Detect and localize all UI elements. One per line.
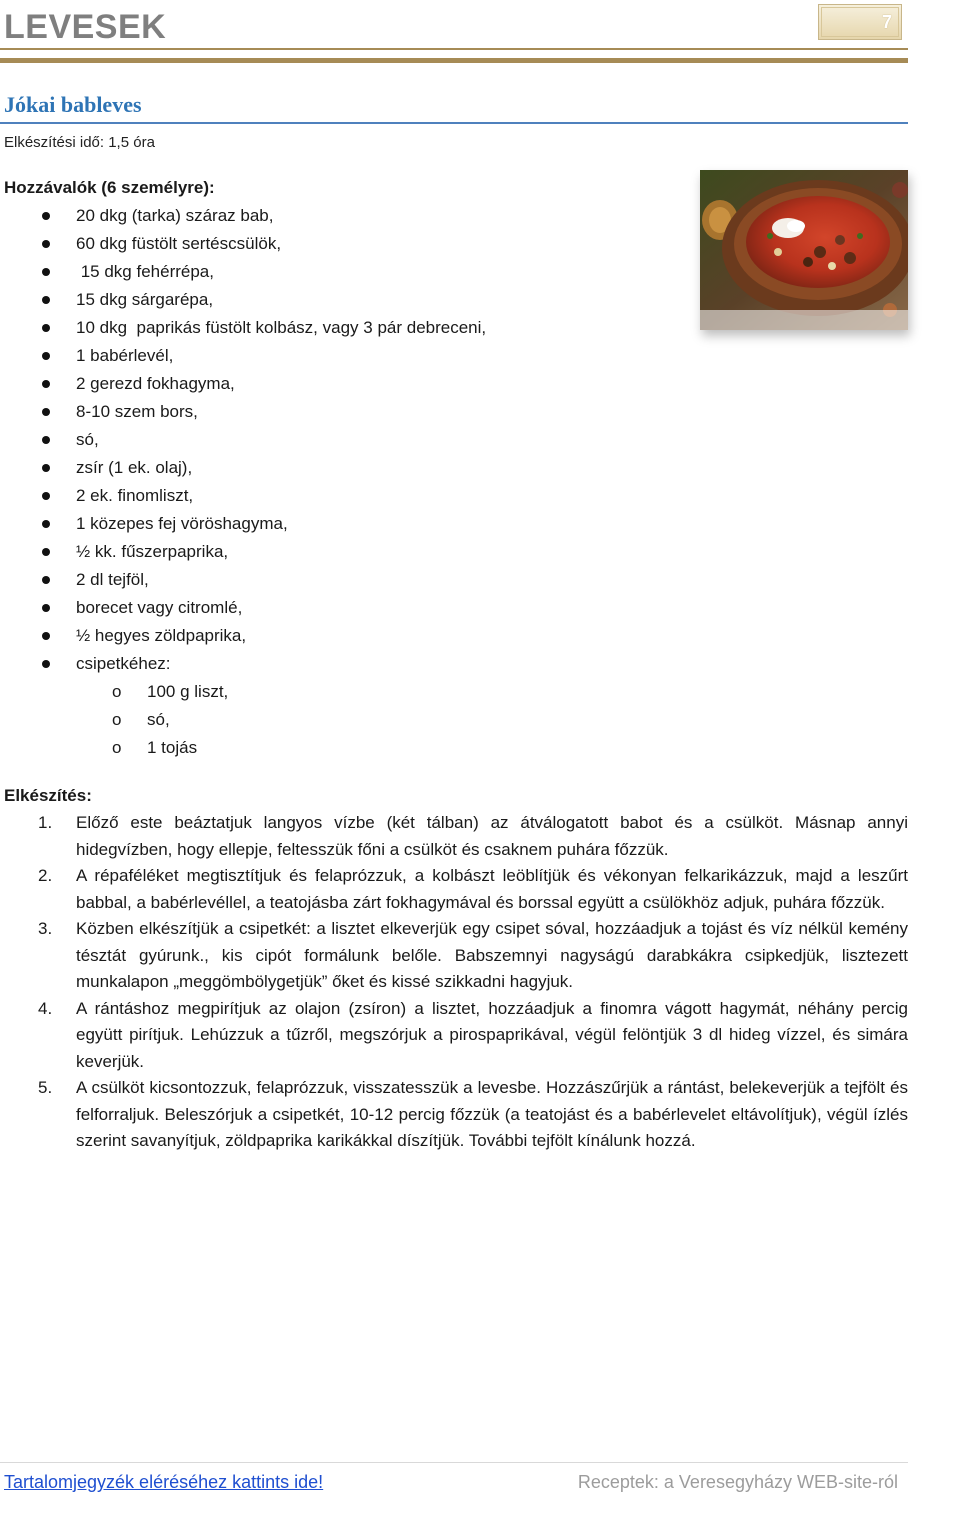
- ingredient-item: 2 dl tejföl,: [0, 566, 486, 594]
- ingredient-item: 10 dkg paprikás füstölt kolbász, vagy 3 pár debreceni,: [0, 314, 486, 342]
- bullet-icon: [42, 324, 50, 332]
- footer-rule: [0, 1462, 908, 1463]
- step-item: [0, 996, 908, 1076]
- step-item: [0, 810, 908, 863]
- bullet-icon: [42, 408, 50, 416]
- page-number-box: [818, 4, 902, 40]
- step-text: A csülköt kicsontozzuk, felaprózzuk, visszatesszük a levesbe. Hozzászűrjük a rántást, belekeverjük a tejfölt és felforraljuk. Beleszórjuk a csipetkét, 10-12 percig főzzük (a teatojást és a babérlevelet eltávolítjuk), végül ízlés szerint savanyítjuk, zöldpaprika karikákkal díszítjük. További tejfölt kínálunk hozzá.: [76, 1078, 908, 1150]
- bullet-icon: [42, 296, 50, 304]
- footer-source: Receptek: a Veresegyházy WEB-site-ról: [577, 1472, 898, 1492]
- bullet-icon: [42, 352, 50, 360]
- title-rule: [0, 122, 908, 124]
- recipe-title: Jókai bableves: [4, 92, 142, 117]
- step-number: 2.: [38, 866, 53, 885]
- ingredient-item: 1 közepes fej vöröshagyma,: [0, 510, 486, 538]
- preparation-heading: Elkészítés:: [4, 786, 92, 805]
- bullet-icon: [42, 548, 50, 556]
- circle-bullet-icon: o: [112, 738, 122, 757]
- step-number: 5.: [38, 1078, 53, 1097]
- header-rule-thick: [0, 58, 908, 63]
- bullet-icon: [42, 464, 50, 472]
- circle-bullet-icon: o: [112, 710, 122, 729]
- sub-ingredient-item: o 100 g liszt,: [112, 682, 229, 701]
- prep-time: Elkészítési idő: 1,5 óra: [4, 134, 155, 151]
- bullet-icon: [42, 212, 50, 220]
- soup-photo: [700, 170, 908, 330]
- ingredient-item: 20 dkg (tarka) száraz bab,: [0, 202, 486, 230]
- ingredient-item: 2 gerezd fokhagyma,: [0, 370, 486, 398]
- ingredient-item: 8-10 szem bors,: [0, 398, 486, 426]
- step-number: 3.: [38, 919, 53, 938]
- ingredient-item: borecet vagy citromlé,: [0, 594, 486, 622]
- step-item: [0, 1075, 908, 1155]
- bullet-icon: [42, 240, 50, 248]
- ingredient-item: 2 ek. finomliszt,: [0, 482, 486, 510]
- step-text: A répaféléket megtisztítjuk és felaprózzuk, a kolbászt leöblítjük és vékonyan felkarikázzuk, majd a leszűrt babbal, a babérlevéllel, a teatojásba zárt fokhagymával és borssal együtt a csülökhöz adjuk, puhára főzzük.: [76, 866, 908, 912]
- sub-ingredient-item: o 1 tojás: [112, 738, 198, 757]
- step-text: A rántáshoz megpirítjuk az olajon (zsíron) a lisztet, hozzáadjuk a finomra vágott hagymát, néhány percig együtt pirítjuk. Lehúzzuk a tűzről, megszórjuk a pirospaprikával, végül felöntjük 3 dl hideg vízzel, és simára keverjük.: [76, 998, 908, 1071]
- circle-bullet-icon: o: [112, 682, 122, 701]
- bullet-icon: [42, 604, 50, 612]
- bullet-icon: [42, 520, 50, 528]
- bullet-icon: [42, 492, 50, 500]
- bullet-icon: [42, 268, 50, 276]
- bullet-icon: [42, 380, 50, 388]
- section-title: LEVESEK: [4, 8, 167, 46]
- step-text: Előző este beáztatjuk langyos vízbe (két tálban) az átválogatott babot és a csülköt. Másnap annyi hidegvízben, hogy ellepje, feltesszük főni a csülköt és csaknem puhára főzzük.: [76, 813, 908, 859]
- ingredient-item: ½ hegyes zöldpaprika,: [0, 622, 486, 650]
- ingredient-item: só,: [0, 426, 486, 454]
- bullet-icon: [42, 436, 50, 444]
- bullet-icon: [42, 576, 50, 584]
- ingredient-item: zsír (1 ek. olaj),: [0, 454, 486, 482]
- ingredient-item: 15 dkg sárgarépa,: [0, 286, 486, 314]
- ingredient-item: 60 dkg füstölt sertéscsülök,: [0, 230, 486, 258]
- bullet-icon: [42, 632, 50, 640]
- ingredient-item: 1 babérlevél,: [0, 342, 486, 370]
- ingredient-item: csipetkéhez:: [0, 650, 486, 678]
- ingredients-heading: Hozzávalók (6 személyre):: [4, 178, 215, 197]
- step-item: [0, 863, 908, 916]
- sub-ingredient-item: o só,: [112, 710, 170, 729]
- step-number: 4.: [38, 998, 53, 1018]
- ingredient-item: 15 dkg fehérrépa,: [0, 258, 486, 286]
- table-of-contents-link[interactable]: Tartalomjegyzék eléréséhez kattints ide!: [4, 1472, 324, 1492]
- ingredient-item: ½ kk. fűszerpaprika,: [0, 538, 486, 566]
- header-rule: [0, 48, 908, 50]
- step-item: [0, 916, 908, 996]
- step-text: Közben elkészítjük a csipetkét: a lisztet elkeverjük egy csipet sóval, hozzáadjuk a tojást és víz nélkül kemény tésztát gyúrunk., kis cipót formálunk belőle. Babszemnyi nagyságú darabkákra csipkedjük, lisztezett munkalapon „meggömbölygetjük” őket és kissé szikkadni hagyjuk.: [76, 919, 908, 991]
- step-number: 1.: [38, 813, 53, 832]
- preparation-steps: [0, 810, 908, 1155]
- page-number: 7: [821, 7, 899, 37]
- ingredients-list: [0, 202, 486, 678]
- bullet-icon: [42, 660, 50, 668]
- csipetke-sublist: [0, 678, 228, 762]
